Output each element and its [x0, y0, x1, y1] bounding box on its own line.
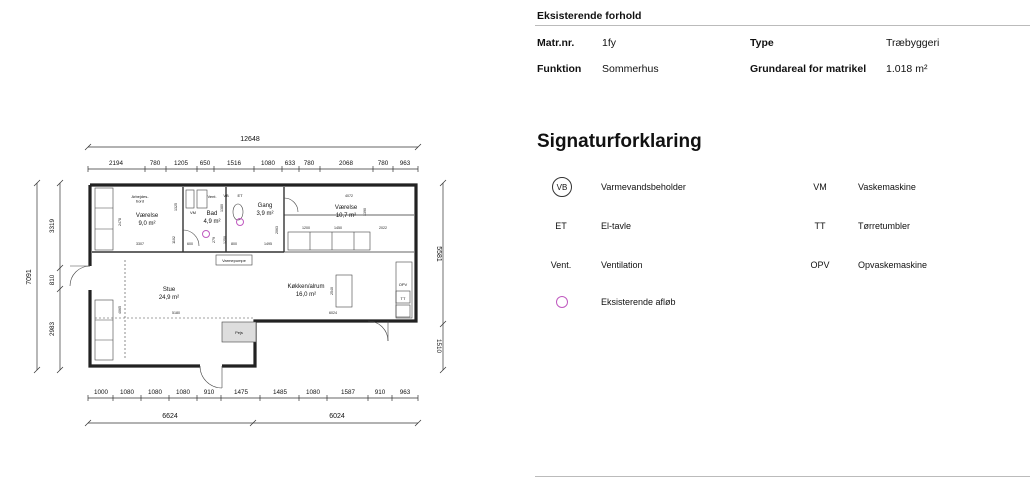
- dim-left-1: 3319: [49, 218, 56, 234]
- info-panel: [535, 0, 1030, 479]
- type-label: Type: [750, 37, 774, 49]
- dim-top-1: 2194: [108, 160, 124, 167]
- inner-dim-13: 2540: [330, 287, 334, 295]
- legend-abbr-vm: VM: [813, 182, 827, 192]
- room-gang-area: 3,9 m²: [256, 211, 274, 217]
- grundareal-value: 1.018 m²: [886, 63, 928, 75]
- dim-top-7: 633: [284, 160, 296, 167]
- dim-bottom-total-1: 6624: [162, 413, 178, 420]
- room-stue-area: 24,9 m²: [158, 295, 180, 301]
- section-divider: [535, 25, 1030, 26]
- room-kokken-area: 16,0 m²: [295, 292, 317, 298]
- inner-dim-19: 279: [212, 237, 216, 243]
- legend-text-vent: Ventilation: [601, 260, 643, 270]
- legend-text-vb: Varmevandsbeholder: [601, 182, 686, 192]
- dim-top-8: 780: [303, 160, 315, 167]
- label-vm: VM: [190, 210, 196, 215]
- dim-bottom-5: 910: [203, 389, 215, 396]
- label-varmepumpe: Varmepumpe: [222, 258, 246, 263]
- inner-dim-15: 5180: [172, 311, 180, 315]
- inner-dim-17: 1390: [363, 208, 367, 216]
- dim-left-2: 810: [49, 274, 56, 286]
- dim-right-lower: 1510: [435, 338, 442, 354]
- room-bad-name: Bad: [206, 211, 218, 217]
- inner-dim-6: 600: [187, 242, 193, 246]
- dim-right-total: 5581: [435, 246, 442, 262]
- inner-dim-8: 1495: [264, 242, 272, 246]
- inner-dim-5: 1102: [172, 236, 176, 244]
- room-stue-name: Stue: [162, 287, 176, 293]
- funktion-label: Funktion: [537, 63, 582, 75]
- inner-dim-9: 1200: [302, 226, 310, 230]
- legend-text-drain: Eksisterende afløb: [601, 297, 676, 307]
- room-bad-area: 4,9 m²: [203, 219, 221, 225]
- dim-top-2: 780: [149, 160, 161, 167]
- dim-bottom-11: 963: [399, 389, 411, 396]
- dim-bottom-3: 1080: [147, 389, 163, 396]
- dim-top-5: 1516: [226, 160, 242, 167]
- dim-top-10: 780: [377, 160, 389, 167]
- dim-bottom-7: 1485: [272, 389, 288, 396]
- room-kokken-name: Køkken/alrum: [287, 284, 325, 290]
- label-arbejdsbord: Arbejdes-bord: [131, 194, 149, 204]
- dim-left-3: 2983: [49, 321, 56, 337]
- room-vaerelse1-area: 9,0 m²: [138, 221, 156, 227]
- room-vaerelse2-area: 10,7 m²: [335, 213, 357, 219]
- dim-top-4: 650: [199, 160, 211, 167]
- matr-label: Matr.nr.: [537, 37, 575, 49]
- label-vent: Vent.: [207, 194, 217, 199]
- inner-dim-20: 1250: [223, 236, 227, 244]
- grundareal-label: Grundareal for matrikel: [750, 63, 867, 75]
- room-vaerelse1-name: Værelse: [135, 213, 159, 219]
- inner-dim-10: 1450: [334, 226, 342, 230]
- room-vaerelse2-name: Værelse: [334, 205, 358, 211]
- legend-abbr-vent: Vent.: [550, 260, 572, 270]
- vb-symbol: [552, 177, 572, 197]
- inner-dim-14: 4065: [118, 306, 122, 314]
- inner-dim-12: 2063: [275, 226, 279, 234]
- type-value: Træbyggeri: [886, 37, 940, 49]
- dim-bottom-2: 1080: [119, 389, 135, 396]
- inner-dim-16: 6024: [329, 311, 337, 315]
- inner-dim-18: 1380: [220, 204, 224, 212]
- dim-bottom-8: 1080: [305, 389, 321, 396]
- dim-bottom-6: 1475: [233, 389, 249, 396]
- legend-abbr-opv: OPV: [810, 260, 830, 270]
- label-pejs: Pejs: [235, 330, 243, 335]
- dim-bottom-10: 910: [374, 389, 386, 396]
- legend-abbr-et: ET: [555, 221, 567, 231]
- dim-top-11: 963: [399, 160, 411, 167]
- legend-abbr-tt: TT: [814, 221, 826, 231]
- legend-title: Signaturforklaring: [537, 131, 702, 152]
- dim-bottom-total-2: 6024: [329, 413, 345, 420]
- inner-dim-11: 2022: [379, 226, 387, 230]
- dim-left-total: 7091: [26, 269, 33, 285]
- dim-top-6: 1080: [260, 160, 276, 167]
- floor-plan: [0, 0, 470, 479]
- legend-text-tt: Tørretumbler: [858, 221, 911, 231]
- dim-bottom-4: 1080: [175, 389, 191, 396]
- legend-text-vm: Vaskemaskine: [858, 182, 916, 192]
- dim-top-9: 2068: [338, 160, 354, 167]
- label-et: ET: [237, 193, 243, 198]
- floor-plan-drawing: [0, 0, 470, 479]
- dim-bottom-1: 1000: [93, 389, 109, 396]
- drain-icon: [556, 296, 568, 308]
- inner-dim-7: 800: [231, 242, 237, 246]
- bottom-divider: [535, 476, 1030, 477]
- label-vb: VB: [223, 193, 229, 198]
- dim-bottom-9: 1587: [340, 389, 356, 396]
- legend-text-et: El-tavle: [601, 221, 632, 231]
- inner-dim-1: 4072: [345, 194, 353, 198]
- dim-total-top: 12648: [240, 136, 260, 143]
- funktion-value: Sommerhus: [602, 63, 659, 75]
- existing-title: Eksisterende forhold: [537, 10, 642, 22]
- label-opv: OPV: [398, 282, 408, 287]
- matr-value: 1fy: [602, 37, 617, 49]
- room-gang-name: Gang: [257, 203, 273, 209]
- inner-dim-4: 3307: [136, 242, 144, 246]
- inner-dim-3: 1325: [174, 203, 178, 211]
- inner-dim-2: 2478: [118, 218, 122, 226]
- legend-abbr-vb: VB: [556, 182, 568, 192]
- label-tt: TT: [400, 296, 406, 301]
- dim-top-3: 1205: [173, 160, 189, 167]
- legend-text-opv: Opvaskemaskine: [858, 260, 928, 270]
